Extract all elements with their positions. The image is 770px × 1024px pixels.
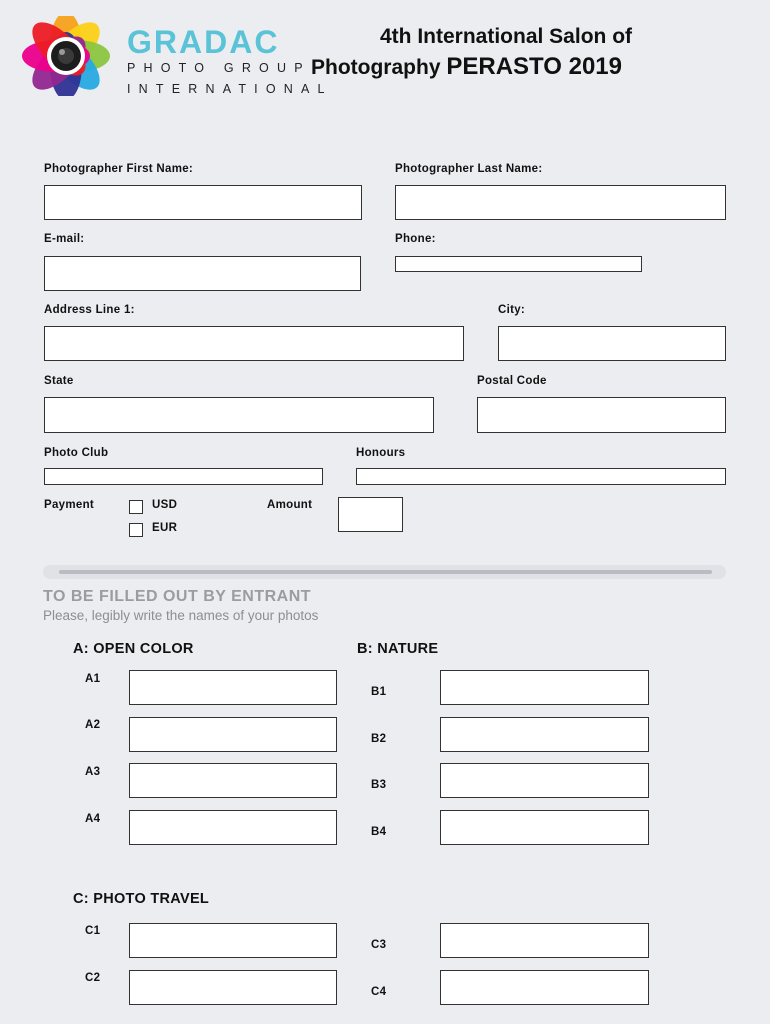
amount-field[interactable]	[338, 497, 403, 532]
address-label: Address Line 1:	[44, 304, 135, 316]
photo-label-b3: B3	[371, 779, 387, 791]
photo-label-a4: A4	[85, 813, 101, 825]
section-b-title: B: NATURE	[357, 641, 439, 657]
last-name-field[interactable]	[395, 185, 726, 220]
photo-field-c2[interactable]	[129, 970, 337, 1005]
usd-label: USD	[152, 499, 178, 511]
first-name-field[interactable]	[44, 185, 362, 220]
title-perasto: PERASTO 2019	[446, 53, 622, 80]
photo-label-a2: A2	[85, 719, 101, 731]
photo-field-b3[interactable]	[440, 763, 649, 798]
brand-subtitle: PHOTO GROUP	[127, 61, 311, 75]
usd-checkbox[interactable]	[129, 500, 143, 514]
eur-checkbox[interactable]	[129, 523, 143, 537]
phone-label: Phone:	[395, 233, 436, 245]
photo-label-b4: B4	[371, 826, 387, 838]
photo-label-a1: A1	[85, 673, 101, 685]
payment-label: Payment	[44, 499, 95, 511]
eur-label: EUR	[152, 522, 178, 534]
photo-label-a3: A3	[85, 766, 101, 778]
section-divider	[43, 565, 726, 579]
photo-field-a2[interactable]	[129, 717, 337, 752]
brand-subtitle-international: INTERNATIONAL	[127, 82, 333, 96]
email-label: E-mail:	[44, 233, 85, 245]
photo-label-b2: B2	[371, 733, 387, 745]
first-name-label: Photographer First Name:	[44, 163, 194, 175]
email-field[interactable]	[44, 256, 361, 291]
entrant-instructions: Please, legibly write the names of your photos	[43, 608, 319, 623]
state-field[interactable]	[44, 397, 434, 433]
logo	[22, 16, 112, 96]
page-title-line1: 4th International Salon of	[380, 25, 633, 48]
entrant-heading: TO BE FILLED OUT BY ENTRANT	[43, 588, 312, 605]
phone-field[interactable]	[395, 256, 642, 272]
section-a-title: A: OPEN COLOR	[73, 641, 194, 657]
amount-label: Amount	[267, 499, 313, 511]
address-field[interactable]	[44, 326, 464, 361]
photo-field-a4[interactable]	[129, 810, 337, 845]
section-c-title: C: PHOTO TRAVEL	[73, 891, 210, 907]
photo-field-b1[interactable]	[440, 670, 649, 705]
page-title-line2	[311, 53, 622, 81]
photo-label-c1: C1	[85, 925, 101, 937]
photo-field-c4[interactable]	[440, 970, 649, 1005]
honours-field[interactable]	[356, 468, 726, 485]
photo-label-b1: B1	[371, 686, 387, 698]
photo-field-c1[interactable]	[129, 923, 337, 958]
photo-label-c3: C3	[371, 939, 387, 951]
photo-field-c3[interactable]	[440, 923, 649, 958]
photo-label-c4: C4	[371, 986, 387, 998]
postal-code-label: Postal Code	[477, 375, 547, 387]
city-field[interactable]	[498, 326, 726, 361]
photo-club-field[interactable]	[44, 468, 323, 485]
photo-label-c2: C2	[85, 972, 101, 984]
postal-code-field[interactable]	[477, 397, 726, 433]
brand-name: GRADAC	[127, 24, 280, 60]
photo-field-a1[interactable]	[129, 670, 337, 705]
photo-field-b2[interactable]	[440, 717, 649, 752]
photo-field-b4[interactable]	[440, 810, 649, 845]
city-label: City:	[498, 304, 526, 316]
photo-club-label: Photo Club	[44, 447, 109, 459]
state-label: State	[44, 375, 74, 387]
title-photography: Photography	[311, 56, 447, 79]
photo-field-a3[interactable]	[129, 763, 337, 798]
last-name-label: Photographer Last Name:	[395, 163, 543, 175]
honours-label: Honours	[356, 447, 406, 459]
camera-aperture-logo-icon	[22, 16, 112, 96]
